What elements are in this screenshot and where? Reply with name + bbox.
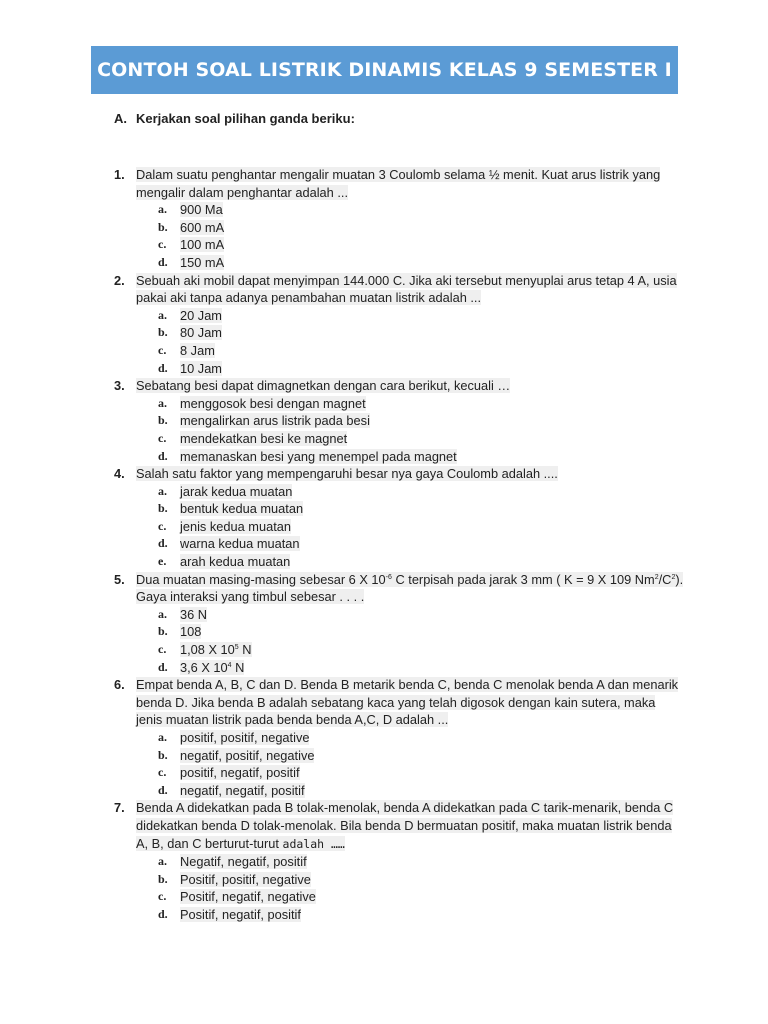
option-d xyxy=(158,535,684,553)
option-a xyxy=(158,606,684,624)
section-heading xyxy=(114,111,674,126)
question-number: 1. xyxy=(114,167,125,182)
option-c xyxy=(158,764,684,782)
option-c xyxy=(158,888,684,906)
question-number: 2. xyxy=(114,272,125,288)
option-a xyxy=(158,201,684,219)
page-title: CONTOH SOAL LISTRIK DINAMIS KELAS 9 SEMESTER I xyxy=(97,59,672,81)
option-d xyxy=(158,254,684,272)
option-list xyxy=(158,307,684,377)
option-text: 36 N xyxy=(180,606,208,622)
option-c xyxy=(158,236,684,254)
question-5 xyxy=(114,571,684,677)
option-marker: d. xyxy=(158,906,168,921)
option-marker: b. xyxy=(158,325,168,340)
option-list xyxy=(158,201,684,271)
question-text: Dalam suatu penghantar mengalir muatan 3 Coulomb selama ½ menit. Kuat arus listrik yang mengalir dalam penghantar adalah ... xyxy=(136,167,661,200)
option-text: 1,08 X $10^5$ N xyxy=(180,642,252,658)
option-text: jenis kedua muatan xyxy=(180,518,291,534)
option-a xyxy=(158,729,684,747)
question-text: Sebuah aki mobil dapat menyimpan 144.000 C. Jika aki tersebut menyuplai arus tetap 4 A, usia pakai aki tanpa adanya penambahan muatan listrik adalah ... xyxy=(136,272,677,306)
option-d xyxy=(158,448,684,466)
option-marker: c. xyxy=(158,430,167,445)
option-marker: d. xyxy=(158,448,168,463)
option-b xyxy=(158,500,684,518)
option-text: memanaskan besi yang menempel pada magnet xyxy=(180,448,457,464)
option-text: Positif, negatif, positif xyxy=(180,906,301,922)
option-text: 900 Ma xyxy=(180,202,223,218)
question-1 xyxy=(114,166,684,272)
option-marker: b. xyxy=(158,219,168,234)
option-a xyxy=(158,853,684,871)
option-d xyxy=(158,360,684,378)
option-marker: c. xyxy=(158,765,167,780)
option-text: 20 Jam xyxy=(180,307,222,323)
option-text: 100 mA xyxy=(180,237,225,253)
option-marker: a. xyxy=(158,202,167,217)
question-number: 4. xyxy=(114,466,125,482)
question-number: 7. xyxy=(114,800,125,816)
option-a xyxy=(158,483,684,501)
option-c xyxy=(158,518,684,536)
option-b xyxy=(158,871,684,889)
option-text: negatif, positif, negative xyxy=(180,747,315,763)
question-number: 3. xyxy=(114,378,125,394)
option-text: 150 mA xyxy=(180,254,225,270)
option-text: menggosok besi dengan magnet xyxy=(180,395,366,411)
option-list xyxy=(158,729,684,799)
question-2 xyxy=(114,272,684,378)
question-7 xyxy=(114,799,684,923)
section-title: Kerjakan soal pilihan ganda beriku: xyxy=(136,111,355,126)
option-c xyxy=(158,430,684,448)
question-text: Empat benda A, B, C dan D. Benda B metarik benda C, benda C menolak benda A dan menarik benda D. Jika benda B adalah sebatang kaca yang telah digosok dengan kain sutera, maka jenis muatan listrik pada benda benda A,C, D adalah ... xyxy=(136,677,679,728)
option-list xyxy=(158,853,684,923)
option-marker: a. xyxy=(158,606,167,621)
option-b xyxy=(158,219,684,237)
question-text: Salah satu faktor yang mempengaruhi besar nya gaya Coulomb adalah .... xyxy=(136,466,558,482)
option-d xyxy=(158,782,684,800)
option-marker: d. xyxy=(158,659,168,674)
option-marker: b. xyxy=(158,747,168,762)
question-text: Benda A didekatkan pada B tolak-menolak, benda A didekatkan pada C tarik-menarik, benda C didekatkan benda D tolak-menolak. Bila benda D bermuatan positif, maka muatan listrik benda A, B, dan C berturut-turut adalah …… xyxy=(136,800,674,851)
option-list xyxy=(158,395,684,465)
option-marker: a. xyxy=(158,730,167,744)
option-text: Negatif, negatif, positif xyxy=(180,854,307,870)
option-a xyxy=(158,307,684,325)
option-b xyxy=(158,324,684,342)
option-d xyxy=(158,906,684,924)
option-marker: c. xyxy=(158,642,167,657)
option-text: 108 xyxy=(180,624,202,640)
option-text: 600 mA xyxy=(180,219,225,235)
option-a xyxy=(158,395,684,413)
question-4 xyxy=(114,465,684,571)
option-e xyxy=(158,553,684,571)
option-text: negatif, negatif, positif xyxy=(180,782,305,798)
option-marker: c. xyxy=(158,889,167,904)
option-marker: d. xyxy=(158,536,168,551)
question-number: 5. xyxy=(114,571,125,587)
option-marker: a. xyxy=(158,307,167,322)
option-list xyxy=(158,606,684,676)
option-text: warna kedua muatan xyxy=(180,536,300,552)
option-text: 80 Jam xyxy=(180,325,222,341)
option-marker: c. xyxy=(158,342,167,357)
option-text: jarak kedua muatan xyxy=(180,483,293,499)
question-list xyxy=(114,166,684,924)
option-text: mendekatkan besi ke magnet xyxy=(180,430,348,446)
option-marker: d. xyxy=(158,360,168,375)
option-marker: c. xyxy=(158,237,167,252)
option-c xyxy=(158,641,684,659)
option-text: 3,6 X $10^4$ N xyxy=(180,659,245,675)
option-text: 8 Jam xyxy=(180,342,215,358)
option-text: 10 Jam xyxy=(180,360,222,376)
option-marker: a. xyxy=(158,395,167,410)
question-number: 6. xyxy=(114,677,125,693)
question-3 xyxy=(114,377,684,465)
option-text: positif, positif, negative xyxy=(180,730,310,745)
option-d xyxy=(158,659,684,677)
option-text: arah kedua muatan xyxy=(180,554,291,570)
option-marker: d. xyxy=(158,782,168,797)
section-marker: A. xyxy=(114,111,127,126)
option-text: Positif, positif, negative xyxy=(180,871,311,887)
option-marker: e. xyxy=(158,554,167,569)
option-marker: b. xyxy=(158,501,168,516)
option-text: positif, negatif, positif xyxy=(180,765,300,781)
option-b xyxy=(158,623,684,641)
option-text: mengalirkan arus listrik pada besi xyxy=(180,413,370,429)
option-marker: c. xyxy=(158,518,167,533)
option-marker: b. xyxy=(158,871,168,886)
option-marker: b. xyxy=(158,413,168,428)
question-text: Dua muatan masing-masing sebesar 6 X $10^{-6}$ C terpisah pada jarak 3 mm ( K = 9 X 109 $Nm^2/C^2$). Gaya interaksi yang timbul sebesar . . . . xyxy=(136,571,684,605)
option-marker: d. xyxy=(158,254,168,269)
option-c xyxy=(158,342,684,360)
option-marker: a. xyxy=(158,483,167,498)
option-text: bentuk kedua muatan xyxy=(180,501,304,517)
question-text: Sebatang besi dapat dimagnetkan dengan cara berikut, kecuali … xyxy=(136,378,511,394)
option-marker: b. xyxy=(158,624,168,639)
option-b xyxy=(158,747,684,765)
option-text: Positif, negatif, negative xyxy=(180,889,316,905)
option-list xyxy=(158,483,684,571)
page-title-banner xyxy=(91,46,678,94)
option-b xyxy=(158,412,684,430)
question-6 xyxy=(114,676,684,799)
option-marker: a. xyxy=(158,854,167,869)
